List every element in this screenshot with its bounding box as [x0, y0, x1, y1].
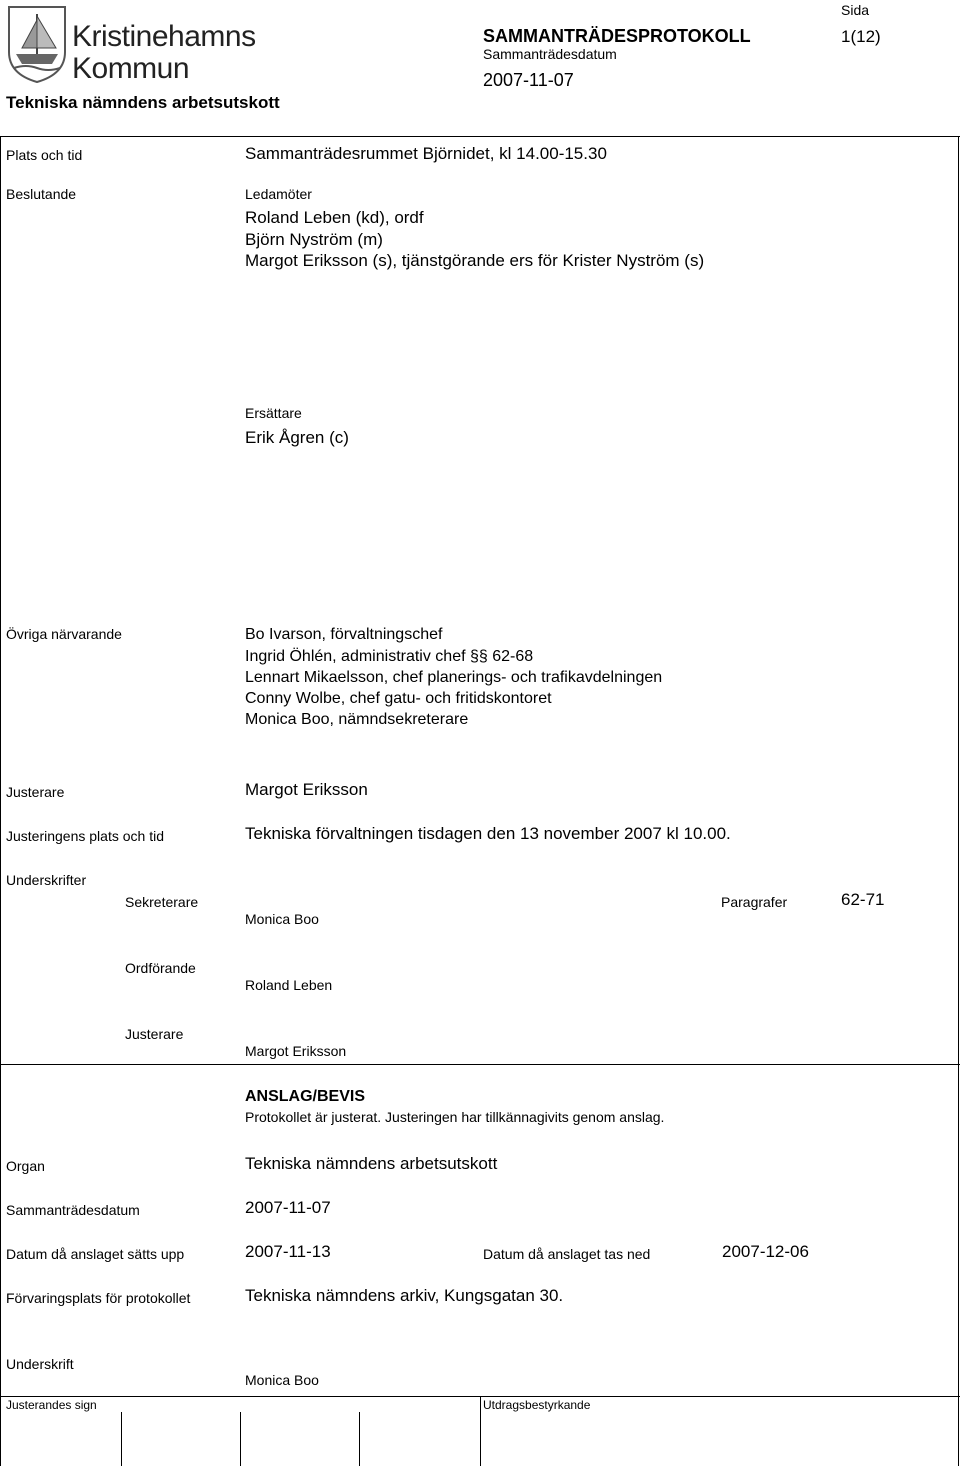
secretary-signature-line	[240, 900, 710, 901]
chair-label: Ordförande	[125, 960, 196, 976]
paragraphs-value: 62-71	[841, 890, 885, 909]
meeting-date: 2007-11-07	[483, 70, 574, 90]
sign-box-divider	[121, 1412, 122, 1466]
logo-wordmark-line1: Kristinehamns	[72, 20, 256, 53]
page-label: Sida	[841, 2, 870, 18]
removed-value: 2007-12-06	[722, 1242, 809, 1261]
adjuster-value: Margot Eriksson	[245, 780, 368, 799]
meeting-date-label: Sammanträdesdatum	[483, 46, 617, 62]
other-attendee: Conny Wolbe, chef gatu- och fritidskontoret	[245, 690, 552, 707]
posted-value: 2007-11-13	[245, 1242, 331, 1261]
committee-name: Tekniska nämndens arbetsutskott	[6, 93, 280, 112]
member-line: Margot Eriksson (s), tjänstgörande ers för Krister Nyström (s)	[245, 251, 705, 270]
logo-wordmark-line2: Kommun	[72, 52, 190, 85]
notice-date-value: 2007-11-07	[245, 1198, 331, 1217]
members-heading: Ledamöter	[245, 186, 312, 202]
sign-adjuster-name: Margot Eriksson	[245, 1043, 347, 1059]
notice-text: Protokollet är justerat. Justeringen har tillkännagivits genom anslag.	[245, 1109, 665, 1125]
signatures-label: Underskrifter	[6, 872, 87, 888]
substitute-line: Erik Ågren (c)	[245, 428, 349, 447]
adjuster-label: Justerare	[6, 784, 65, 800]
deciding-label: Beslutande	[6, 186, 77, 202]
sign-box-divider	[359, 1412, 360, 1466]
notice-signature-name: Monica Boo	[245, 1372, 319, 1388]
posted-label: Datum då anslaget sätts upp	[6, 1246, 185, 1262]
storage-label: Förvaringsplats för protokollet	[6, 1290, 191, 1306]
municipality-logo	[6, 4, 256, 86]
organ-label: Organ	[6, 1158, 45, 1174]
other-attendee: Monica Boo, nämndsekreterare	[245, 711, 469, 728]
secretary-name: Monica Boo	[245, 911, 319, 927]
member-line: Björn Nyström (m)	[245, 230, 383, 249]
notice-title: ANSLAG/BEVIS	[245, 1088, 366, 1105]
removed-label: Datum då anslaget tas ned	[483, 1246, 651, 1262]
adjust-place-label: Justeringens plats och tid	[6, 828, 164, 844]
chair-name: Roland Leben	[245, 977, 333, 993]
place-label: Plats och tid	[6, 147, 83, 163]
notice-date-label: Sammanträdesdatum	[6, 1202, 140, 1218]
secretary-label: Sekreterare	[125, 894, 199, 910]
organ-value: Tekniska nämndens arbetsutskott	[245, 1154, 498, 1173]
other-attendee: Lennart Mikaelsson, chef planerings- och trafikavdelningen	[245, 669, 663, 686]
others-label: Övriga närvarande	[6, 626, 122, 642]
adjust-place-value: Tekniska förvaltningen tisdagen den 13 november 2007 kl 10.00.	[245, 824, 731, 843]
sign-adjuster-label: Justerare	[125, 1026, 184, 1042]
sign-box-divider	[240, 1412, 241, 1466]
other-attendee: Bo Ivarson, förvaltningschef	[245, 626, 443, 643]
page-number: 1(12)	[841, 27, 881, 46]
member-line: Roland Leben (kd), ordf	[245, 208, 424, 227]
notice-signature-label: Underskrift	[6, 1356, 74, 1372]
storage-value: Tekniska nämndens arkiv, Kungsgatan 30.	[245, 1286, 564, 1305]
certified-label: Utdragsbestyrkande	[483, 1398, 591, 1412]
adjuster-sign-label: Justerandes sign	[6, 1398, 97, 1412]
substitutes-heading: Ersättare	[245, 405, 302, 421]
document-type: SAMMANTRÄDESPROTOKOLL	[483, 26, 751, 46]
coat-of-arms-icon	[6, 4, 68, 84]
notice-divider	[0, 1064, 960, 1065]
header-divider	[0, 136, 960, 137]
sign-box-divider	[480, 1396, 481, 1466]
other-attendee: Ingrid Öhlén, administrativ chef §§ 62-68	[245, 648, 534, 665]
right-border	[958, 136, 959, 1466]
left-border	[0, 136, 1, 1466]
paragraphs-label: Paragrafer	[721, 894, 788, 910]
place-value: Sammanträdesrummet Björnidet, kl 14.00-15.30	[245, 144, 607, 163]
